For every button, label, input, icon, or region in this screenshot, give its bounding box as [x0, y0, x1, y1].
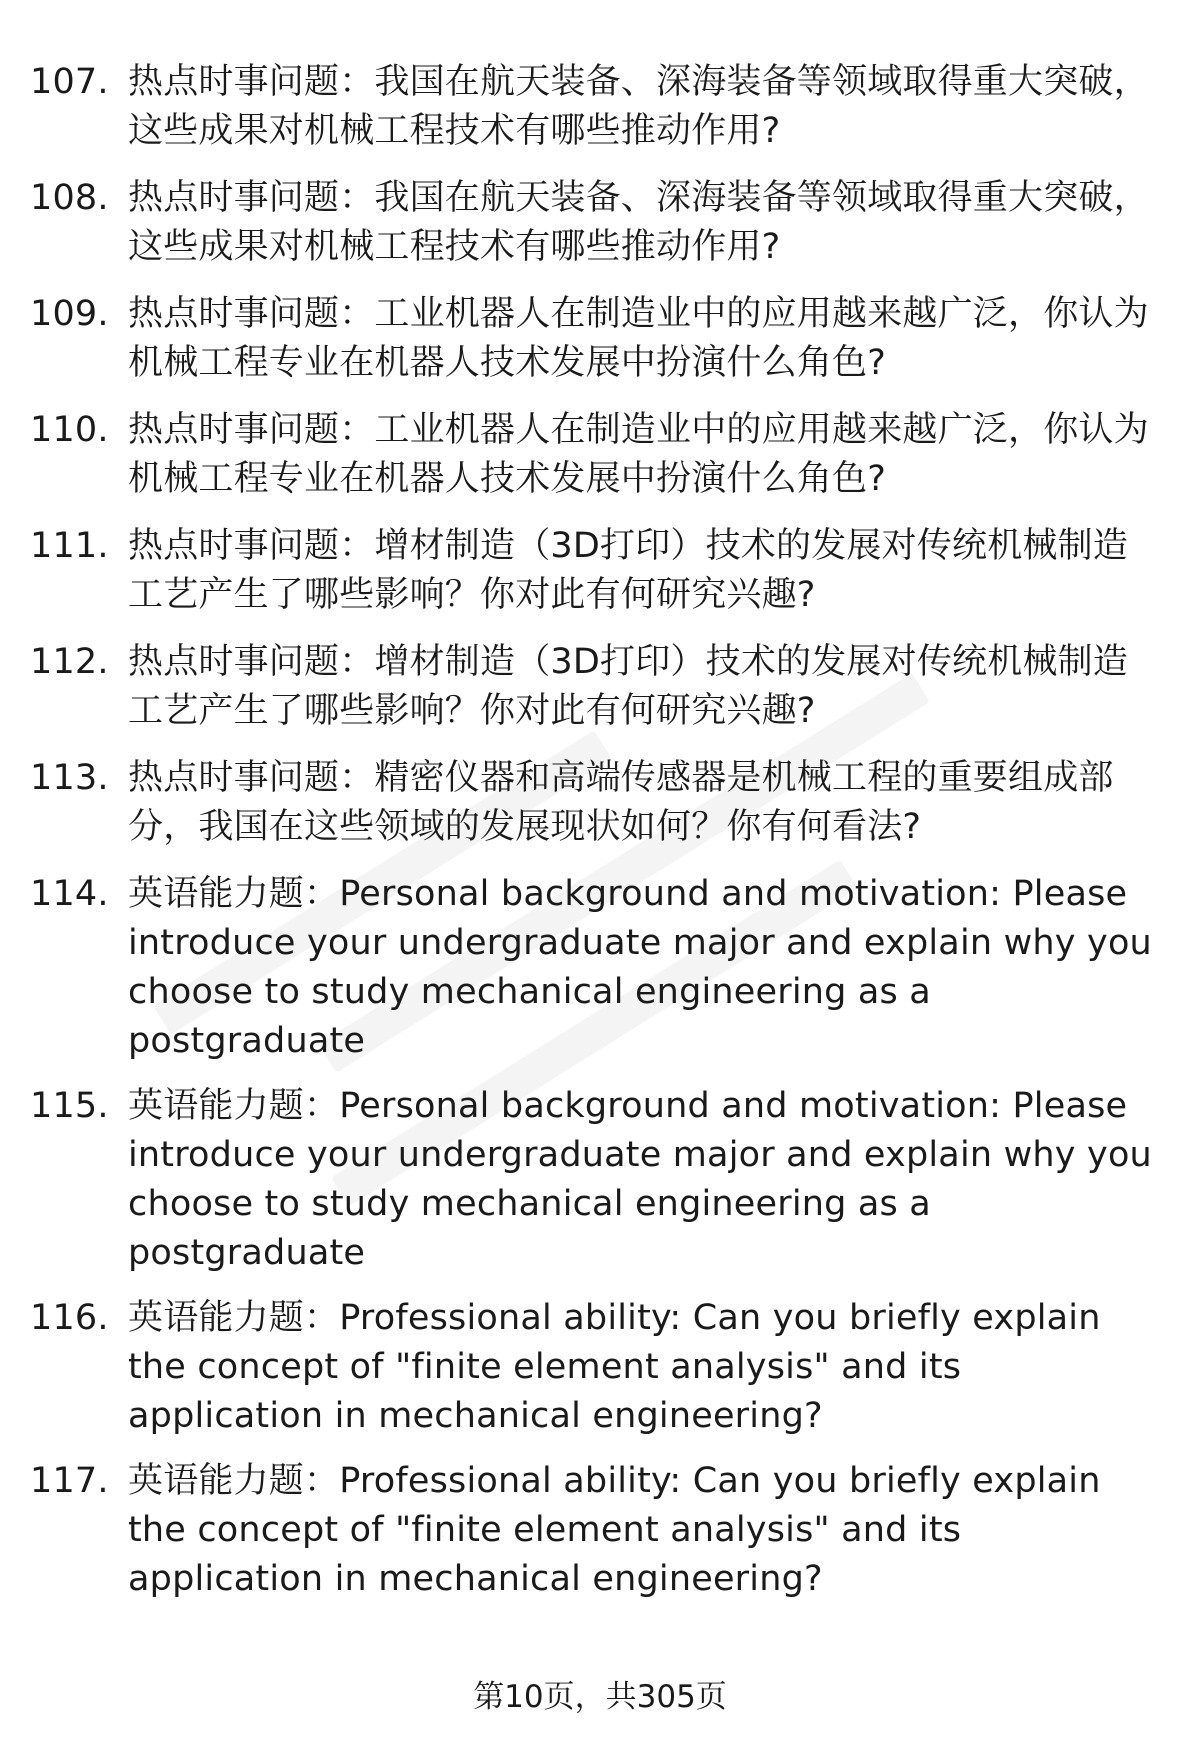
question-text: 热点时事问题：增材制造（3D打印）技术的发展对传统机械制造工艺产生了哪些影响？你对此有何研究兴趣?: [128, 526, 1129, 615]
question-number: 116.: [30, 1298, 109, 1338]
question-number: 113.: [30, 758, 109, 798]
question-number: 107.: [30, 62, 109, 102]
question-text: 英语能力题：Personal background and motivation: Please introduce your undergraduate major and explain why you choose to study mechanical engineering as a postgraduate: [128, 1086, 1152, 1273]
question-list: [0, 58, 1200, 1620]
question-text: 热点时事问题：工业机器人在制造业中的应用越来越广泛，你认为机械工程专业在机器人技术发展中扮演什么角色?: [128, 410, 1149, 499]
question-item: [0, 1294, 1200, 1441]
question-text: 英语能力题：Professional ability: Can you briefly explain the concept of "finite element analysis" and its application in mechanical engineering?: [128, 1461, 1101, 1599]
question-item: [0, 754, 1200, 852]
question-item: [0, 58, 1200, 156]
question-number: 109.: [30, 294, 109, 334]
question-number: 115.: [30, 1086, 109, 1126]
question-number: 114.: [30, 874, 109, 914]
question-item: [0, 290, 1200, 388]
question-text: 热点时事问题：精密仪器和高端传感器是机械工程的重要组成部分，我国在这些领域的发展现状如何？你有何看法?: [128, 758, 1114, 847]
page-footer: 第10页，共305页: [473, 1679, 727, 1715]
question-item: [0, 522, 1200, 620]
question-number: 117.: [30, 1461, 109, 1501]
question-number: 112.: [30, 642, 109, 682]
question-number: 108.: [30, 178, 109, 218]
question-text: 英语能力题：Personal background and motivation: Please introduce your undergraduate major and explain why you choose to study mechanical engineering as a postgraduate: [128, 874, 1152, 1061]
question-text: 热点时事问题：我国在航天装备、深海装备等领域取得重大突破，这些成果对机械工程技术有哪些推动作用?: [128, 62, 1149, 151]
question-text: 热点时事问题：增材制造（3D打印）技术的发展对传统机械制造工艺产生了哪些影响？你对此有何研究兴趣?: [128, 642, 1129, 731]
question-number: 111.: [30, 526, 109, 566]
question-item: [0, 1457, 1200, 1604]
question-text: 热点时事问题：我国在航天装备、深海装备等领域取得重大突破，这些成果对机械工程技术有哪些推动作用?: [128, 178, 1149, 267]
question-item: [0, 1082, 1200, 1278]
question-item: [0, 406, 1200, 504]
question-number: 110.: [30, 410, 109, 450]
question-item: [0, 638, 1200, 736]
question-item: [0, 174, 1200, 272]
question-item: [0, 870, 1200, 1066]
question-text: 热点时事问题：工业机器人在制造业中的应用越来越广泛，你认为机械工程专业在机器人技术发展中扮演什么角色?: [128, 294, 1149, 383]
question-text: 英语能力题：Professional ability: Can you briefly explain the concept of "finite element analysis" and its application in mechanical engineering?: [128, 1298, 1101, 1436]
